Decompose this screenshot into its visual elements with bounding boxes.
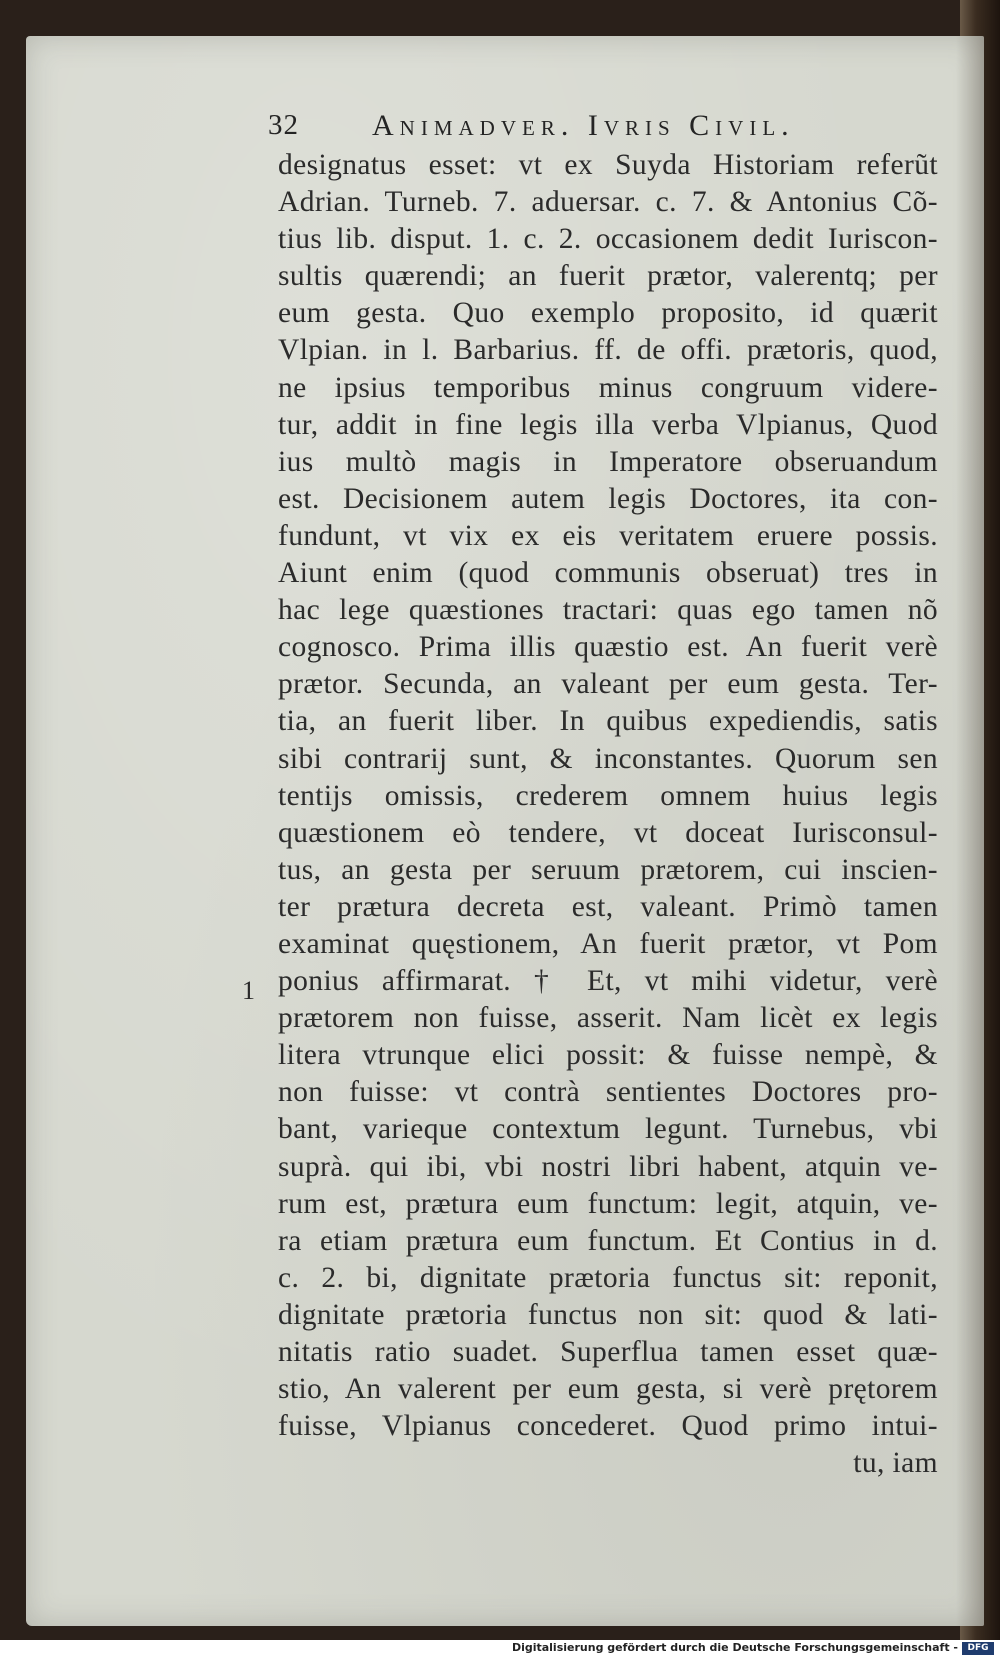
- text-line: fundunt, vt vix ex eis veritatem eruere possis.: [278, 519, 938, 552]
- text-line: prætor. Secunda, an valeant per eum gesta. Ter-: [278, 668, 938, 701]
- text-line: hac lege quæstiones tractari: quas ego tamen nõ: [278, 594, 938, 627]
- text-line: c. 2. bi, dignitate prætoria functus sit: reponit,: [278, 1261, 938, 1294]
- text-line: cognosco. Prima illis quæstio est. An fuerit verè: [278, 631, 938, 664]
- text-line: est. Decisionem autem legis Doctores, ita con-: [278, 482, 938, 515]
- text-line: litera vtrunque elici possit: & fuisse nempè, &: [278, 1039, 938, 1072]
- text-line: ponius affirmarat. † Et, vt mihi videtur, verè: [278, 965, 938, 998]
- text-line: ius multò magis in Imperatore obseruandum: [278, 445, 938, 478]
- text-line: tur, addit in fine legis illa verba Vlpianus, Quod: [278, 408, 938, 441]
- running-head: [268, 109, 868, 149]
- text-line: prætorem non fuisse, asserit. Nam licèt ex legis: [278, 1002, 938, 1035]
- text-line: tu, iam: [853, 1447, 938, 1480]
- text-line: nitatis ratio suadet. Superflua tamen esset quæ-: [278, 1336, 938, 1368]
- text-line: ra etiam prætura eum functum. Et Contius in d.: [278, 1224, 938, 1257]
- page-number: 32: [268, 109, 299, 141]
- text-line: non fuisse: vt contrà sentientes Doctores pro-: [278, 1076, 938, 1109]
- text-line: Adrian. Turneb. 7. aduersar. c. 7. & Antonius Cõ-: [278, 186, 938, 219]
- text-line: dignitate prætoria functus non sit: quod & lati-: [278, 1298, 938, 1331]
- text-line: ter prætura decreta est, valeant. Primò tamen: [278, 890, 938, 923]
- text-line: rum est, prætura eum functum: legit, atquin, ve-: [278, 1187, 938, 1220]
- text-line: fuisse, Vlpianus concederet. Quod primo intui-: [278, 1410, 938, 1443]
- text-line: Vlpian. in l. Barbarius. ff. de offi. prætoris, quod,: [278, 334, 938, 367]
- text-line: suprà. qui ibi, vbi nostri libri habent, atquin ve-: [278, 1150, 938, 1183]
- text-line: tius lib. disput. 1. c. 2. occasionem dedit Iuriscon-: [278, 223, 938, 256]
- text-line: designatus esset: vt ex Suyda Historiam referũt: [278, 149, 938, 181]
- text-line: sultis quærendi; an fuerit prætor, valerentq; per: [278, 260, 938, 293]
- dfg-logo: DFG: [962, 1642, 994, 1655]
- text-line: tus, an gesta per seruum prætorem, cui inscien-: [278, 853, 938, 886]
- footer-credit: Digitalisierung gefördert durch die Deutsche Forschungsgemeinschaft -: [511, 1641, 958, 1654]
- text-line: tia, an fuerit liber. In quibus expediendis, satis: [278, 705, 938, 738]
- text-line: tentijs omissis, crederem omnem huius legis: [278, 779, 938, 812]
- text-line: bant, varieque contextum legunt. Turnebus, vbi: [278, 1113, 938, 1146]
- digitization-footer: [0, 1640, 1000, 1658]
- text-line: quæstionem eò tendere, vt doceat Iurisconsul-: [278, 816, 938, 849]
- text-line: ne ipsius temporibus minus congruum videre-: [278, 371, 938, 404]
- text-line: stio, An valerent per eum gesta, si verè prętorem: [278, 1373, 938, 1406]
- body-text: [278, 147, 978, 1482]
- text-line: Aiunt enim (quod communis obseruat) tres in: [278, 557, 938, 590]
- margin-note: 1: [242, 976, 255, 1005]
- text-line: sibi contrarij sunt, & inconstantes. Quorum sen: [278, 742, 938, 775]
- text-line: eum gesta. Quo exemplo proposito, id quærit: [278, 297, 938, 330]
- running-head-title: Animadver. Ivris Civil.: [372, 109, 795, 142]
- text-line: examinat quęstionem, An fuerit prætor, vt Pom: [278, 927, 938, 960]
